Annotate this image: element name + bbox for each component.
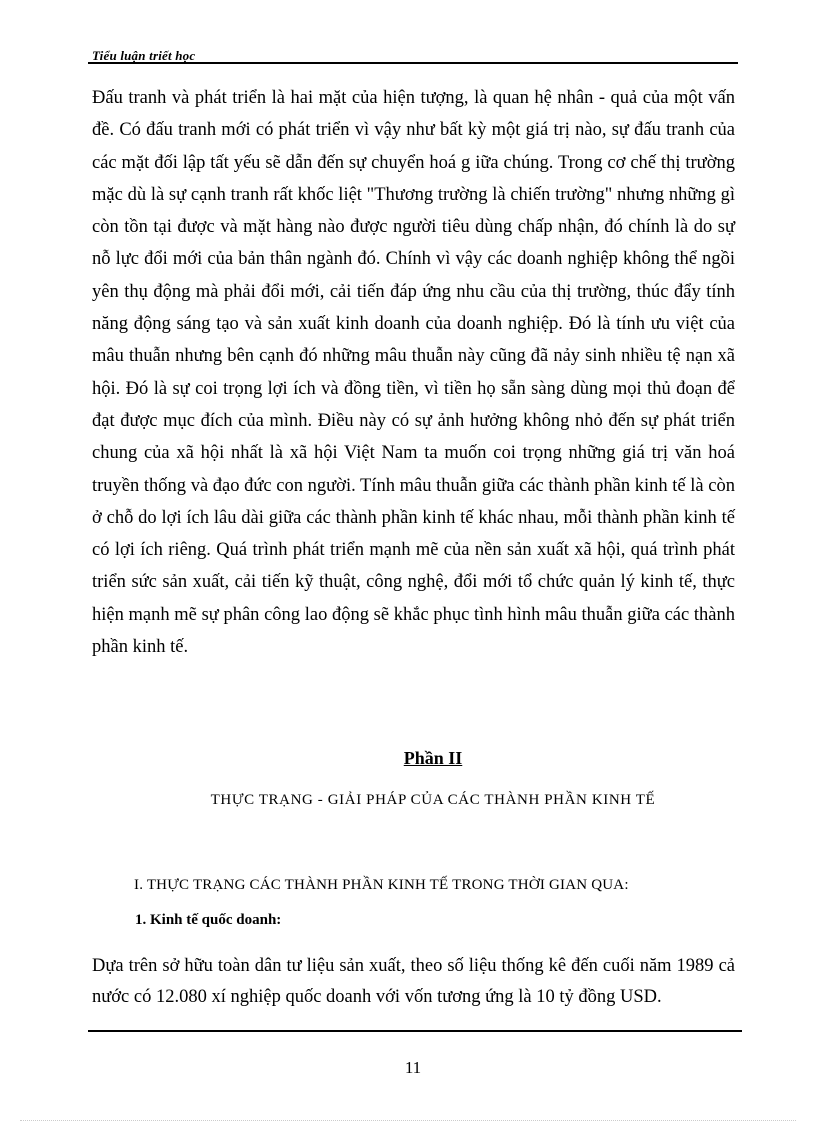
body-paragraph <box>92 82 735 663</box>
paragraph-2: Dựa trên sở hữu toàn dân tư liệu sản xuất, theo số liệu thống kê đến cuối năm 1989 cả nước có 12.080 xí nghiệp quốc doanh với vốn tương ứng là 10 tỷ đồng USD. <box>92 956 735 1007</box>
paragraph-1: Đấu tranh và phát triển là hai mặt của hiện tượng, là quan hệ nhân - quả của một vấn đề. Có đấu tranh mới có phát triển vì vậy như bất kỳ một giá trị nào, sự đấu tranh của các mặt đối lập tất yếu sẽ dẫn đến sự chuyển hoá g iữa chúng. Trong cơ chế thị trường mặc dù là sự cạnh tranh rất khốc liệt "Thương trường là chiến trường" nhưng những gì còn tồn tại được và mặt hàng nào được người tiêu dùng chấp nhận, đó chính là do sự nỗ lực đổi mới của bản thân ngành đó. Chính vì vậy các doanh nghiệp không thể ngồi yên thụ động mà phải đổi mới, cải tiến đáp ứng nhu cầu của thị trường, thúc đẩy tính năng động sáng tạo và sản xuất kinh doanh của doanh nghiệp. Đó là tính ưu việt của mâu thuẫn nhưng bên cạnh đó những mâu thuẫn này cũng đã nảy sinh nhiều tệ nạn xã hội. Đó là sự coi trọng lợi ích và đồng tiền, vì tiền họ sẵn sàng dùng mọi thủ đoạn để đạt được mục đích của mình. Điều này có sự ảnh hưởng không nhỏ đến sự phát triển chung của xã hội nhất là xã hội Việt Nam ta muốn coi trọng những giá trị văn hoá truyền thống và đạo đức con người. Tính mâu thuẫn giữa các thành phần kinh tế là còn ở chỗ do lợi ích lâu dài giữa các thành phần kinh tế khác nhau, mỗi thành phần kinh tế có lợi ích riêng. Quá trình phát triển mạnh mẽ của nền sản xuất xã hội, quá trình phát triển sức sản xuất, cải tiến kỹ thuật, công nghệ, đổi mới tổ chức quản lý kinh tế, thực hiện mạnh mẽ sự phân công lao động sẽ khắc phục tình hình mâu thuẫn giữa các thành phần kinh tế. <box>92 88 735 658</box>
subheading-2: 1. Kinh tế quốc doanh: <box>135 912 282 928</box>
page-number: 11 <box>404 1058 422 1077</box>
section-title: THỰC TRẠNG - GIẢI PHÁP CỦA CÁC THÀNH PHẦN KINH TẾ <box>210 792 656 808</box>
body-paragraph-2 <box>92 951 735 1013</box>
subheading-1: I. THỰC TRẠNG CÁC THÀNH PHẦN KINH TẾ TRONG THỜI GIAN QUA: <box>134 877 629 893</box>
header-title: Tiểu luận triết học <box>92 48 196 63</box>
section-heading: Phần II <box>403 748 463 768</box>
page-edge <box>20 1120 796 1121</box>
footer-rule <box>88 1030 742 1032</box>
header-rule <box>88 62 738 64</box>
